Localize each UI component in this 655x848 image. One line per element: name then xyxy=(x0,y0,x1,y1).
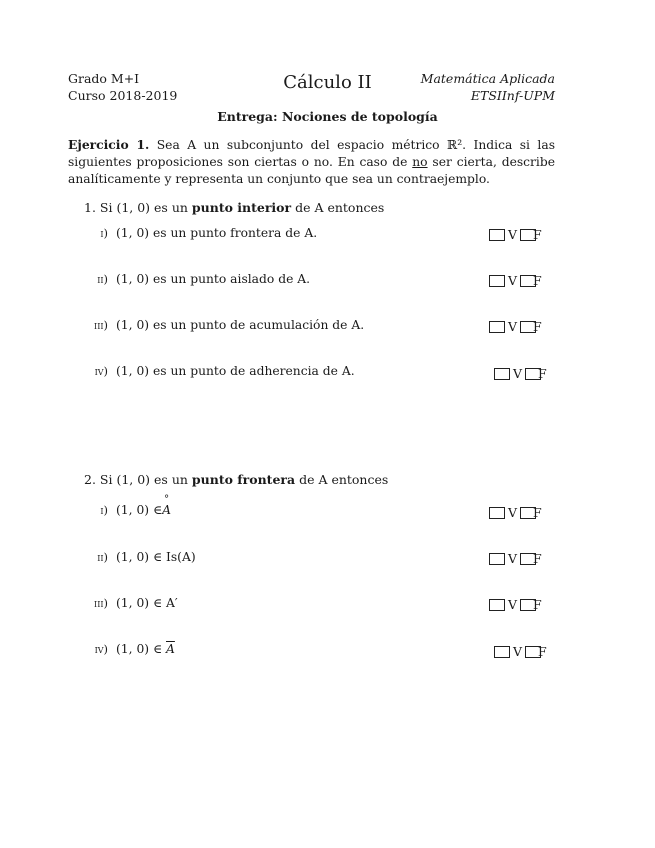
exercise-text-1: Sea A un subconjunto del espacio métrico ℝ². Indica si las siguientes proposiciones son ciertas o no. En caso de xyxy=(68,138,556,169)
false-label: F xyxy=(533,227,542,242)
q2-item-1-answer xyxy=(489,505,542,520)
true-checkbox[interactable] xyxy=(489,599,505,611)
question-1 xyxy=(84,200,384,215)
exercise-underlined: no xyxy=(412,155,428,169)
true-checkbox[interactable] xyxy=(489,553,505,565)
department-label: Matemática Aplicada xyxy=(420,71,555,86)
true-label: V xyxy=(513,366,523,381)
true-checkbox[interactable] xyxy=(494,368,510,380)
false-label: F xyxy=(533,273,542,288)
item-text: (1, 0) es un punto aislado de A. xyxy=(116,272,311,286)
q1-item-2-answer xyxy=(489,273,542,288)
q2-item-3-answer xyxy=(489,597,542,612)
exercise-statement xyxy=(68,136,555,188)
degree-label: Grado M+I xyxy=(68,71,140,86)
true-label: V xyxy=(513,644,523,659)
item-text: (1, 0) es un punto frontera de A. xyxy=(116,226,318,240)
item-roman: ii) xyxy=(97,272,108,286)
q2-item-2 xyxy=(78,550,196,564)
q2-item-2-answer xyxy=(489,551,542,566)
item-roman: iii) xyxy=(94,318,108,332)
q1-item-4 xyxy=(78,364,355,378)
item-text: (1, 0) ∈ xyxy=(116,642,163,656)
false-label: F xyxy=(533,551,542,566)
item-roman: iv) xyxy=(94,642,108,656)
q2-item-4 xyxy=(78,642,175,656)
closure-symbol: $\overline{A}$ xyxy=(166,642,175,656)
item-roman: i) xyxy=(100,503,108,517)
true-label: V xyxy=(508,319,518,334)
item-text: (1, 0) ∈ xyxy=(116,503,163,517)
course-label: Curso 2018-2019 xyxy=(68,88,178,103)
false-label: F xyxy=(533,319,542,334)
true-checkbox[interactable] xyxy=(489,275,505,287)
true-label: V xyxy=(508,505,518,520)
q2-item-1 xyxy=(78,503,171,517)
item-roman: ii) xyxy=(97,550,108,564)
item-text: (1, 0) es un punto de acumulación de A. xyxy=(116,318,365,332)
q1-item-3 xyxy=(78,318,364,332)
interior-symbol: ° A xyxy=(162,503,171,517)
false-label: F xyxy=(533,597,542,612)
true-label: V xyxy=(508,597,518,612)
question-prefix: Si (1, 0) es un xyxy=(99,200,192,215)
question-bold: punto interior xyxy=(191,200,292,215)
question-suffix: de A entonces xyxy=(291,200,385,215)
question-suffix: de A entonces xyxy=(295,472,389,487)
page-title: Cálculo II xyxy=(283,72,372,93)
true-checkbox[interactable] xyxy=(489,507,505,519)
true-checkbox[interactable] xyxy=(489,229,505,241)
question-number: 2. xyxy=(84,472,96,487)
school-label: ETSIInf-UPM xyxy=(470,88,555,103)
true-label: V xyxy=(508,227,518,242)
item-roman: i) xyxy=(100,226,108,240)
question-bold: punto frontera xyxy=(191,472,296,487)
question-number: 1. xyxy=(84,200,96,215)
q1-item-4-answer xyxy=(494,366,547,381)
q1-item-2 xyxy=(78,272,310,286)
question-2 xyxy=(84,472,388,487)
false-label: F xyxy=(538,366,547,381)
q1-item-1 xyxy=(78,226,317,240)
true-checkbox[interactable] xyxy=(494,646,510,658)
exercise-text-2: ser cierta, describe analíticamente y representa un conjunto que sea un contraejemplo. xyxy=(68,155,556,186)
q1-item-1-answer xyxy=(489,227,542,242)
true-label: V xyxy=(508,273,518,288)
assignment-subtitle: Entrega: Nociones de topología xyxy=(217,109,438,124)
q2-item-4-answer xyxy=(494,644,547,659)
true-checkbox[interactable] xyxy=(489,321,505,333)
q1-item-3-answer xyxy=(489,319,542,334)
header-right xyxy=(421,70,555,104)
item-text: (1, 0) es un punto de adherencia de A. xyxy=(116,364,355,378)
item-text: (1, 0) ∈ A′ xyxy=(116,596,178,610)
false-label: F xyxy=(538,644,547,659)
true-label: V xyxy=(508,551,518,566)
item-text: (1, 0) ∈ Is(A) xyxy=(116,550,196,564)
item-roman: iv) xyxy=(94,364,108,378)
false-label: F xyxy=(533,505,542,520)
exercise-lead: Ejercicio 1. xyxy=(68,137,150,152)
q2-item-3 xyxy=(78,596,178,610)
item-roman: iii) xyxy=(94,596,108,610)
question-prefix: Si (1, 0) es un xyxy=(99,472,192,487)
